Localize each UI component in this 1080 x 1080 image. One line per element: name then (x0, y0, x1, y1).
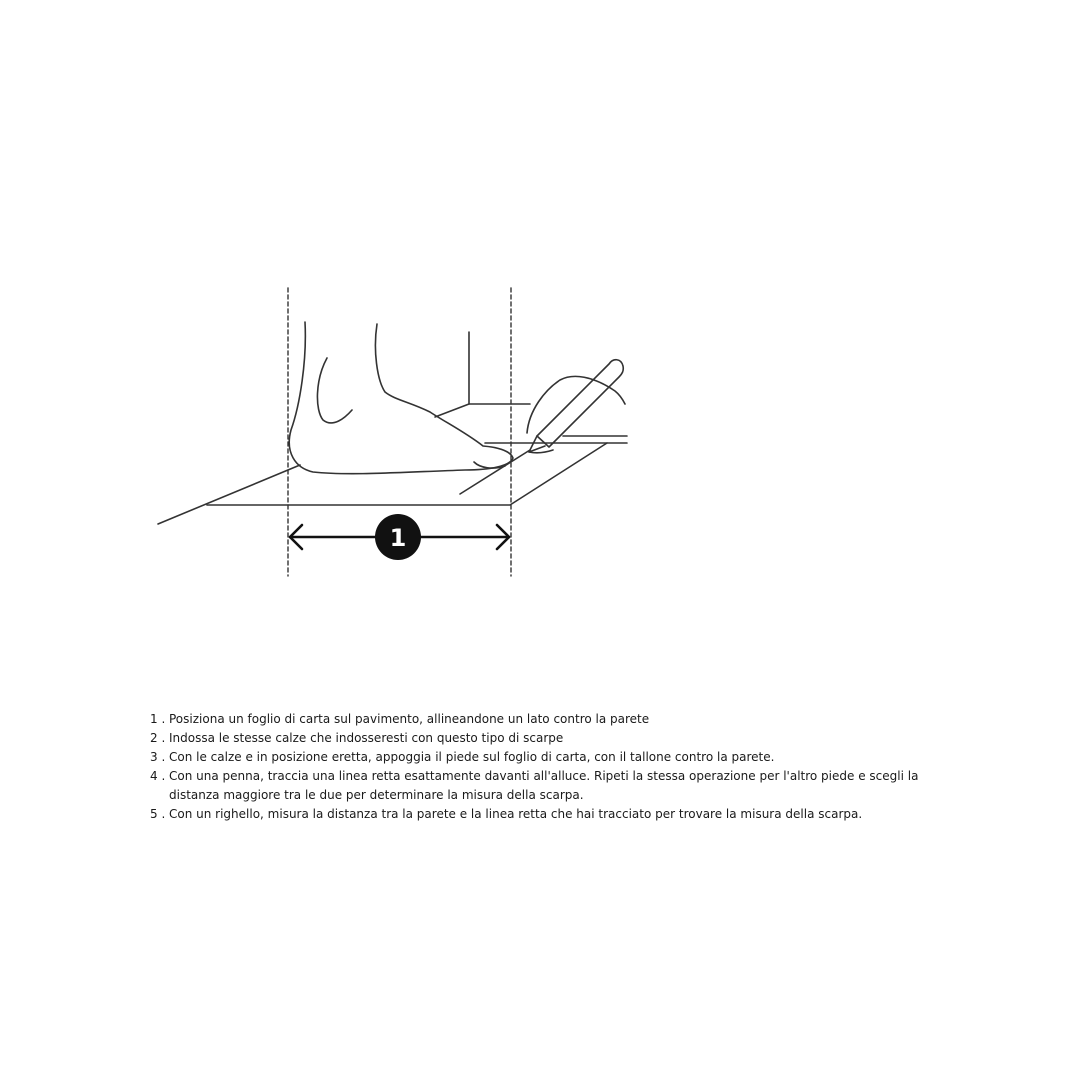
instruction-item (150, 729, 930, 748)
pencil-tip (529, 436, 545, 452)
foot-measurement-drawing (145, 240, 665, 690)
instruction-number: 4 . (150, 769, 166, 783)
toe-curve (474, 462, 505, 468)
instruction-number: 2 . (150, 731, 166, 745)
instruction-number: 1 . (150, 712, 166, 726)
instruction-text: Con un righello, misura la distanza tra la parete e la linea retta che hai tracciato per trovare la misura della scarpa. (169, 807, 863, 821)
instruction-text: Con una penna, traccia una linea retta esattamente davanti all'alluce. Ripeti la stessa operazione per l'altro piede e scegli la distanza maggiore tra le due per determinare la misura della scarpa. (169, 769, 919, 802)
step-badge-number: 1 (389, 524, 407, 552)
instruction-item (150, 710, 930, 729)
instruction-text: Posiziona un foglio di carta sul pavimento, allineandone un lato contro la parete (169, 712, 650, 726)
foot-measurement-illustration (145, 240, 665, 690)
wall-diagonal (435, 404, 469, 417)
instruction-item (150, 767, 930, 805)
instruction-item (150, 805, 930, 824)
paper-edge (460, 450, 530, 494)
ankle-curve (317, 358, 352, 423)
instruction-item (150, 748, 930, 767)
instruction-number: 3 . (150, 750, 166, 764)
pencil (537, 360, 623, 447)
instructions-list (150, 710, 930, 824)
floor-line (158, 465, 300, 524)
foot-outline (289, 322, 513, 474)
instruction-text: Con le calze e in posizione eretta, appoggia il piede sul foglio di carta, con il tallone contro la parete. (169, 750, 775, 764)
instruction-number: 5 . (150, 807, 166, 821)
instruction-text: Indossa le stesse calze che indosseresti con questo tipo di scarpe (169, 731, 564, 745)
wall-corner (469, 332, 530, 404)
